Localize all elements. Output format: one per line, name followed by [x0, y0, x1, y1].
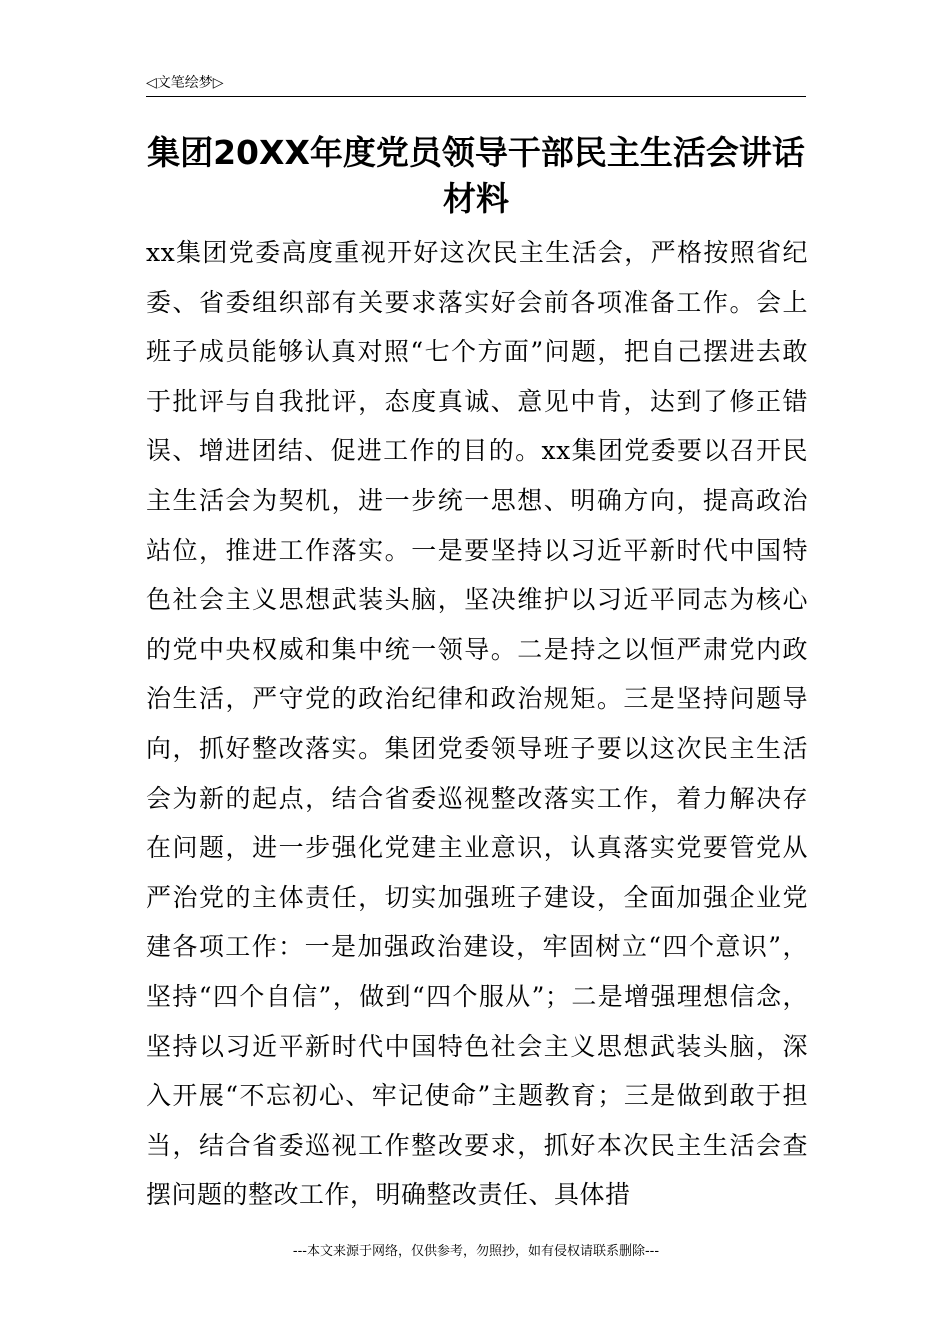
document-body: xx集团党委高度重视开好这次民主生活会，严格按照省纪委、省委组织部有关要求落实好会前各项准备工作。会上班子成员能够认真对照“七个方面”问题，把自己摆进去敢于批评与自我批评，态度真诚、意见中肯，达到了修正错误、增进团结、促进工作的目的。xx集团党委要以召开民主生活会为契机，进一步统一思想、明确方向，提高政治站位，推进工作落实。一是要坚持以习近平新时代中国特色社会主义思想武装头脑，坚决维护以习近平同志为核心的党中央权威和集中统一领导。二是持之以恒严肃党内政治生活，严守党的政治纪律和政治规矩。三是坚持问题导向，抓好整改落实。集团党委领导班子要以这次民主生活会为新的起点，结合省委巡视整改落实工作，着力解决存在问题，进一步强化党建主业意识，认真落实党要管党从严治党的主体责任，切实加强班子建设，全面加强企业党建各项工作：一是加强政治建设，牢固树立“四个意识”，坚持“四个自信”，做到“四个服从”；二是增强理想信念，坚持以习近平新时代中国特色社会主义思想武装头脑，深入开展“不忘初心、牢记使命”主题教育；三是做到敢于担当，结合省委巡视工作整改要求，抓好本次民主生活会查摆问题的整改工作，明确整改责任、具体措: [146, 238, 808, 1210]
header-mark: ◁文笔绘梦▷: [146, 75, 224, 91]
header-divider: [146, 96, 806, 97]
document-title: 集团20XX年度党员领导干部民主生活会讲话材料: [147, 133, 805, 218]
footer-disclaimer: ---本文来源于网络，仅供参考，勿照抄，如有侵权请联系删除---: [292, 1244, 660, 1259]
